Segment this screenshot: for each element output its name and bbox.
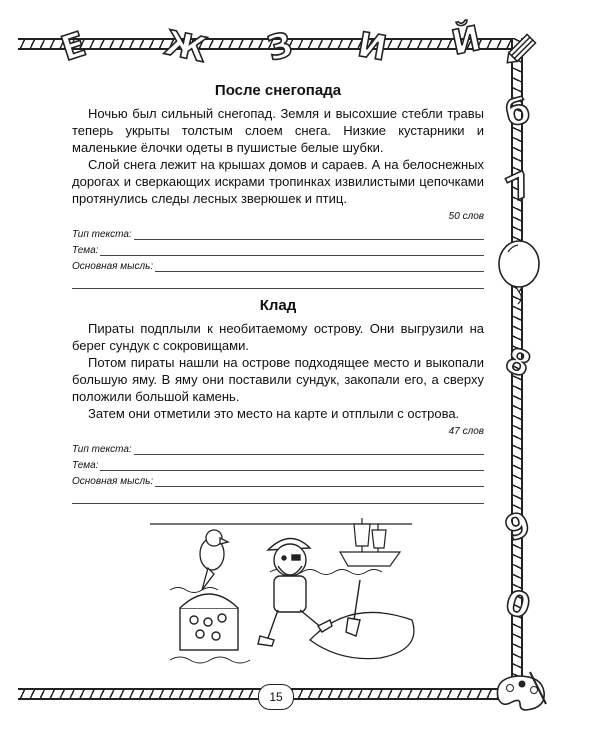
field-label: Тип текста: [72, 229, 132, 240]
topic-field[interactable] [72, 455, 484, 471]
paragraph: Пираты подплыли к необитаемому острову. Они выгрузили на берег сундук с сокровищами. [72, 321, 484, 353]
palette-icon [490, 668, 550, 718]
paragraph: Потом пираты нашли на острове подходящее место и выкопали большую яму. В яму они поставили сундук, закопали его, а сверху положили большой камень. [72, 355, 484, 404]
shovel-icon [346, 580, 360, 636]
word-count: 47 слов [448, 426, 484, 437]
section-after-snowfall [72, 82, 484, 289]
border-digit: 0 [501, 582, 535, 628]
section-title: После снегопада [214, 82, 342, 99]
border-letter: Ж [161, 23, 211, 71]
paragraph: Затем они отметили это место на карте и отплыли с острова. [88, 406, 460, 421]
ship-icon [340, 518, 400, 566]
main-idea-field[interactable] [72, 471, 484, 487]
border-digit: 9 [499, 504, 536, 550]
answer-line[interactable] [72, 487, 484, 504]
field-label: Тип текста: [72, 444, 132, 455]
border-digit: 8 [499, 340, 536, 386]
text-type-field[interactable] [72, 439, 484, 455]
border-digit: б [502, 91, 534, 135]
page-number: 15 [258, 684, 294, 710]
treasure-chest-icon [180, 594, 238, 650]
section-title: Клад [259, 297, 297, 314]
pirate-icon [258, 538, 332, 646]
field-label: Тема: [72, 245, 99, 256]
field-label: Основная мысль: [72, 476, 154, 487]
main-idea-field[interactable] [72, 256, 484, 272]
balloon-icon [494, 238, 544, 308]
border-letter: З [263, 24, 297, 70]
paragraph: Слой снега лежит на крышах домов и сараев. А на белоснежных дорогах и сверкающих искрами тропинках извилистыми цепочками протянулись следы лесных зверюшек и птиц. [72, 157, 484, 206]
border-digit: 7 [500, 163, 540, 211]
pencil-icon [500, 30, 540, 70]
answer-line[interactable] [72, 272, 484, 289]
word-count: 50 слов [448, 211, 484, 222]
topic-field[interactable] [72, 240, 484, 256]
border-letter: И [354, 24, 390, 70]
border-letter: Е [56, 24, 91, 70]
paragraph: Ночью был сильный снегопад. Земля и высохшие стебли травы теперь укрыты толстым слоем снега. Низкие кустарники и маленькие ёлочки одеты в пушистые белые шубки. [72, 106, 484, 155]
pirate-illustration [150, 510, 420, 670]
border-letter: Й [448, 18, 485, 64]
parrot-icon [200, 530, 228, 590]
field-label: Основная мысль: [72, 261, 154, 272]
section-treasure [72, 297, 484, 504]
field-label: Тема: [72, 460, 99, 471]
text-type-field[interactable] [72, 224, 484, 240]
